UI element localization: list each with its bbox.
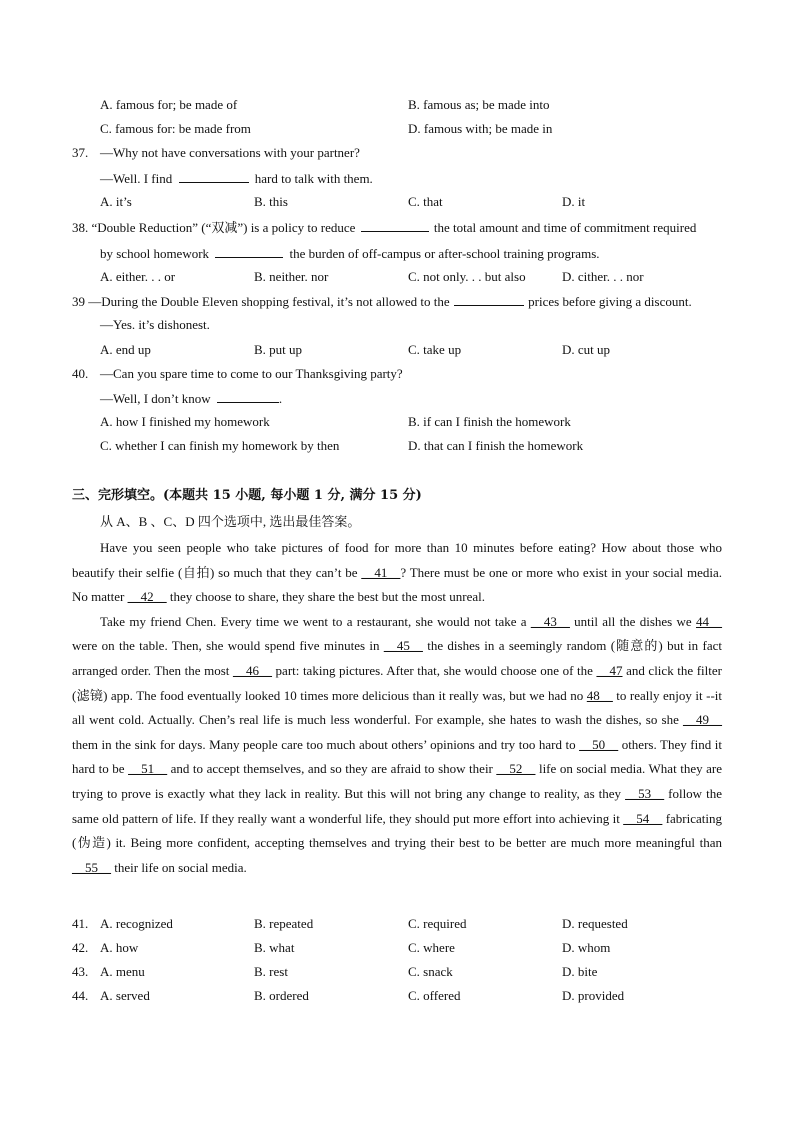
passage-paragraph-1 [72, 536, 722, 610]
q37-option-b: B. this [254, 194, 288, 209]
passage-text: their life on social media. [111, 859, 247, 875]
q39-line1-after: prices before giving a discount. [528, 294, 692, 309]
q39-line2: —Yes. it’s dishonest. [100, 317, 210, 332]
blank-50[interactable]: __50__ [579, 736, 619, 752]
q38-blank-2[interactable] [215, 245, 283, 258]
q43-option-b: B. rest [254, 964, 288, 979]
q38-option-b: B. neither. nor [254, 269, 329, 284]
blank-51[interactable]: __51__ [128, 761, 168, 777]
passage-text: ? There must be one or more who exist in your social media. No matter [72, 564, 722, 605]
section-heading: 三、完形填空。(本题共 15 小题, 每小题 1 分, 满分 15 分) [72, 488, 422, 503]
q36-option-a: A. famous for; be made of [100, 97, 238, 112]
q42-option-a: A. how [100, 940, 139, 955]
q39-line1 [72, 293, 692, 310]
answer-number: 44. [72, 988, 89, 1003]
section-instruction: 从 A、B 、C、D 四个选项中, 选出最佳答案。 [100, 514, 361, 529]
q44-option-d: D. provided [562, 988, 625, 1003]
q39-option-c: C. take up [408, 342, 462, 357]
passage-text: follow the same old pattern of life. If they really want a wonderful life, they should put more effort into achieving it [72, 785, 722, 826]
q39-option-a: A. end up [100, 342, 151, 357]
answer-number: 43. [72, 964, 89, 979]
passage-text: part: taking pictures. After that, she would choose one of the [271, 662, 597, 678]
q38-line2-before: by school homework [100, 246, 210, 261]
blank-43[interactable]: __43__ [530, 613, 570, 629]
blank-52[interactable]: __52__ [496, 761, 536, 777]
passage-text: until all the dishes we [569, 613, 696, 629]
q36-option-b: B. famous as; be made into [408, 97, 550, 112]
q39-line1-before: 39 —During the Double Eleven shopping festival, it’s not allowed to the [72, 294, 450, 309]
q37-line2 [100, 170, 373, 187]
q37-number: 37. [72, 145, 89, 160]
blank-54[interactable]: __54__ [623, 810, 663, 826]
q40-line2 [100, 390, 282, 407]
q41-option-d: D. requested [562, 916, 628, 931]
q38-line2-after: the burden of off-campus or after-school training programs. [289, 246, 600, 261]
q37-blank[interactable] [179, 170, 249, 183]
q37-option-c: C. that [408, 194, 443, 209]
q40-number: 40. [72, 366, 89, 381]
passage-text: they choose to share, they share the best but the most unreal. [166, 589, 486, 605]
q36-option-c: C. famous for: be made from [100, 121, 251, 136]
blank-48[interactable]: 48__ [586, 687, 613, 703]
q44-option-b: B. ordered [254, 988, 309, 1003]
q43-option-c: C. snack [408, 964, 453, 979]
passage-text: and click the filter (滤镜) app. The food eventually looked 10 times more delicious than it really was, but we had no [72, 662, 722, 703]
q44-option-a: A. served [100, 988, 150, 1003]
q39-blank[interactable] [454, 293, 524, 306]
blank-53[interactable]: __53__ [625, 785, 665, 801]
q40-line2-after: . [278, 391, 283, 406]
q41-option-a: A. recognized [100, 916, 173, 931]
answer-number: 41. [72, 916, 89, 931]
q39-option-d: D. cut up [562, 342, 611, 357]
blank-44[interactable]: 44__ [695, 613, 722, 629]
q38-line1-after: the total amount and time of commitment required [433, 220, 697, 235]
q40-blank[interactable] [217, 390, 279, 403]
passage-text: and to accept themselves, and so they are afraid to show their [167, 761, 497, 777]
passage-text: life on social media. What they are trying to prove is exactly what they lack in reality. But this will not bring any change to reality, as they [72, 761, 723, 801]
q44-option-c: C. offered [408, 988, 461, 1003]
q40-option-d: D. that can I finish the homework [408, 438, 584, 453]
passage-paragraph-2 [72, 610, 722, 881]
passage-text: Take my friend Chen. Every time we went to a restaurant, she would not take a [100, 613, 531, 629]
blank-45[interactable]: __45__ [383, 638, 423, 654]
blank-41[interactable]: __41__ [361, 564, 401, 580]
blank-47[interactable]: __47 [596, 662, 623, 678]
q36-option-d: D. famous with; be made in [408, 121, 553, 136]
q37-option-a: A. it’s [100, 194, 132, 209]
q38-option-c: C. not only. . . but also [408, 269, 526, 284]
q42-option-d: D. whom [562, 940, 611, 955]
q38-line1-before: 38. “Double Reduction” (“双减”) is a policy to reduce [72, 220, 356, 235]
blank-55[interactable]: __55__ [72, 859, 111, 875]
q38-blank-1[interactable] [361, 219, 429, 232]
q41-option-b: B. repeated [254, 916, 314, 931]
blank-42[interactable]: __42__ [127, 589, 167, 605]
q40-line2-before: —Well, I don’t know [100, 391, 211, 406]
q42-option-c: C. where [408, 940, 455, 955]
q40-option-a: A. how I finished my homework [100, 414, 270, 429]
passage-text: fabricating (伪造) it. Being more confident, accepting themselves and trying their best to be better are much more meaningful than [72, 810, 722, 851]
q40-option-c: C. whether I can finish my homework by then [100, 438, 340, 453]
q38-line1 [72, 219, 696, 236]
blank-49[interactable]: __49__ [683, 712, 722, 728]
q40-line1: —Can you spare time to come to our Thanksgiving party? [100, 366, 403, 381]
q43-option-a: A. menu [100, 964, 145, 979]
passage-text: Have you seen people who take pictures of food for more than 10 minutes before eating? How about those who beautify their selfie (自拍) so much that they can’t be [72, 540, 722, 580]
q37-line1: —Why not have conversations with your partner? [100, 145, 360, 160]
q42-option-b: B. what [254, 940, 295, 955]
q40-option-b: B. if can I finish the homework [408, 414, 571, 429]
answer-number: 42. [72, 940, 89, 955]
q38-line2 [100, 245, 600, 262]
passage-text: others. They find it hard to be [72, 736, 722, 777]
q39-option-b: B. put up [254, 342, 303, 357]
passage-text: them in the sink for days. Many people care too much about others’ opinions and try too hard to [72, 736, 580, 752]
q38-option-a: A. either. . . or [100, 269, 176, 284]
passage [72, 536, 722, 880]
q37-option-d: D. it [562, 194, 586, 209]
passage-text: the dishes in a seemingly random (随意的) but in fact arranged order. Then the most [72, 638, 722, 678]
passage-text: were on the table. Then, she would spend five minutes in [72, 638, 384, 654]
q41-option-c: C. required [408, 916, 467, 931]
blank-46[interactable]: __46__ [232, 662, 272, 678]
q37-line2-before: —Well. I find [100, 171, 173, 186]
passage-text: to really enjoy it --it all went cold. Actually. Chen’s real life is much less wonderful. For example, she hates to wash the dishes, so she [72, 687, 722, 728]
q37-line2-after: hard to talk with them. [254, 171, 373, 186]
q43-option-d: D. bite [562, 964, 598, 979]
q38-option-d: D. cither. . . nor [562, 269, 644, 284]
